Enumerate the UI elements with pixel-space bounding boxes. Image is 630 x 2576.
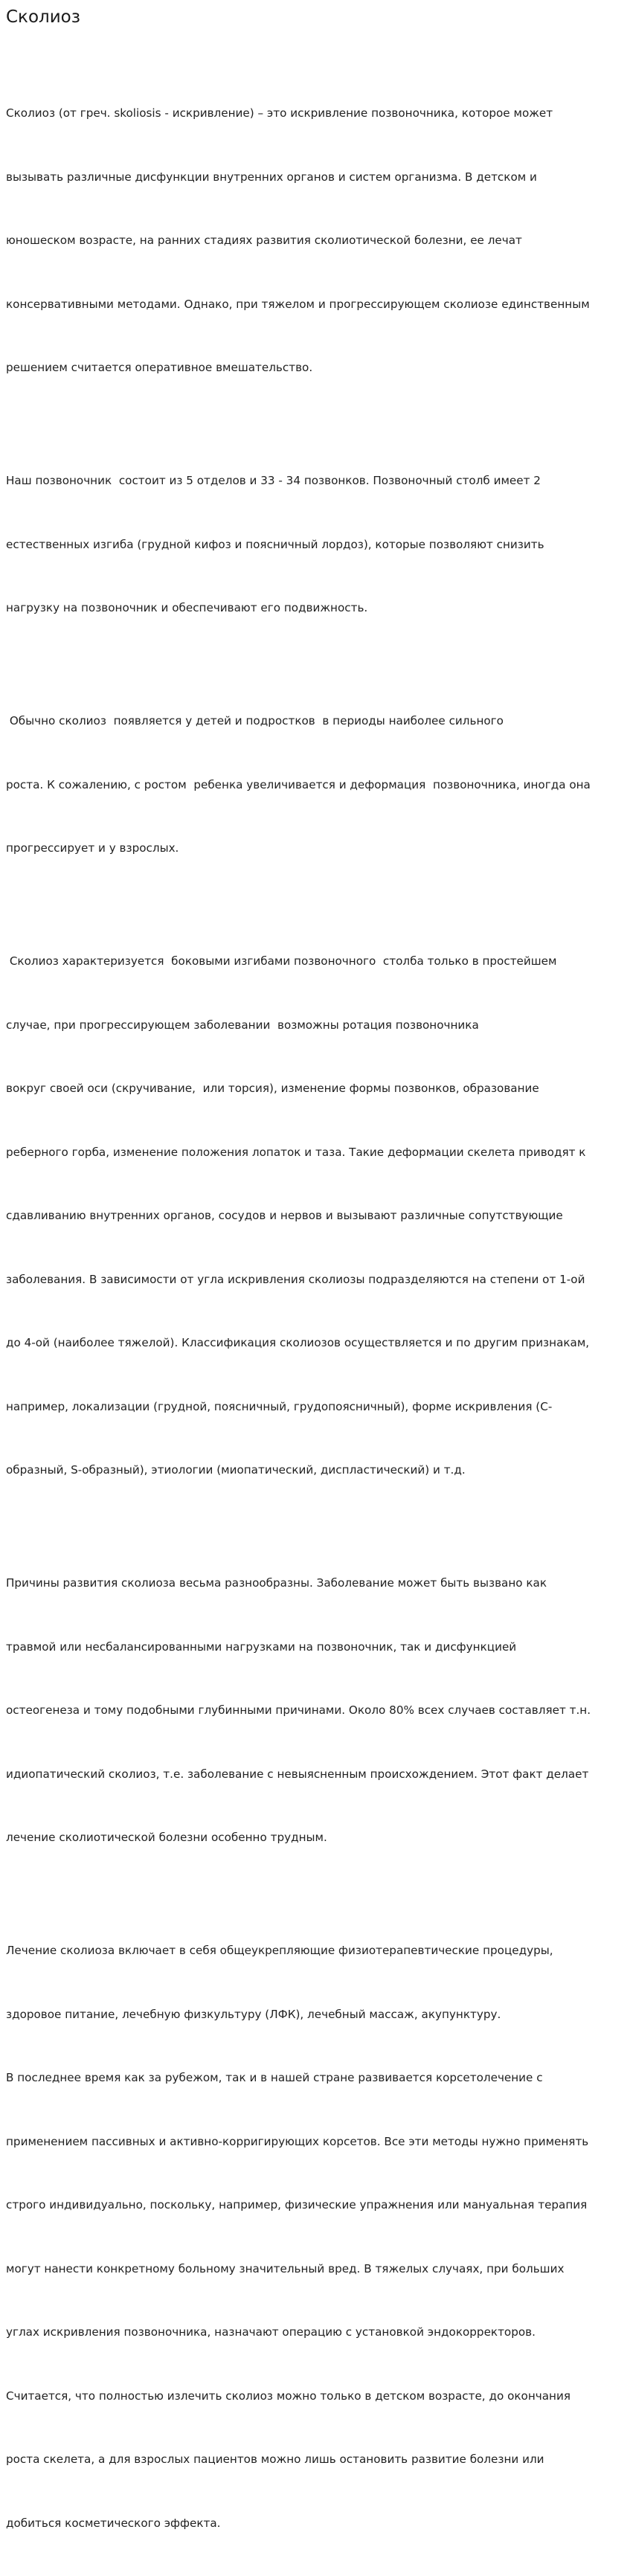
paragraph-line: консервативными методами. Однако, при тяжелом и прогрессирующем сколиозе единственным [6,297,590,311]
paragraph-line: Считается, что полностью излечить сколиоз можно только в детском возрасте, до окончания [6,2389,570,2403]
paragraph-line: могут нанести конкретному больному значительный вред. В тяжелых случаях, при больших [6,2261,565,2275]
paragraph-line: роста скелета, а для взрослых пациентов можно лишь остановить развитие болезни или [6,2453,544,2466]
paragraph-line: здоровое питание, лечебную физкультуру (ЛФК), лечебный массаж, акупунктуру. [6,2007,501,2021]
paragraph-line: заболевания. В зависимости от угла искривления сколиозы подразделяются на степени от 1-ой [6,1272,585,1286]
paragraph-line: остеогенеза и тому подобными глубинными причинами. Около 80% всех случаев составляет т.н. [6,1703,591,1717]
page-title: Сколиоз [6,7,80,27]
paragraph-line: строго индивидуально, поскольку, например, физические упражнения или мануальная терапия [6,2198,588,2212]
paragraph-line: Обычно сколиоз появляется у детей и подростков в периоды наиболее сильного [6,714,504,727]
paragraph-2 [6,428,625,661]
paragraph-line: Наш позвоночник состоит из 5 отделов и 33 - 34 позвонков. Позвоночный столб имеет 2 [6,474,541,487]
paragraph-line: например, локализации (грудной, поясничный, грудопоясничный), форме искривления (С- [6,1399,553,1413]
paragraph-line: нагрузку на позвоночник и обеспечивают его подвижность. [6,601,368,614]
paragraph-line: случае, при прогрессирующем заболевании возможны ротация позвоночника [6,1018,479,1032]
paragraph-line: образный, S-образный), этиологии (миопатический, диспластический) и т.д. [6,1463,466,1477]
paragraph-4 [6,908,625,1523]
paragraph-3 [6,668,625,902]
article-body [6,60,625,2576]
paragraph-line: Причины развития сколиоза весьма разнообразны. Заболевание может быть вызвано как [6,1576,547,1590]
paragraph-line: добиться косметического эффекта. [6,2516,221,2530]
paragraph-line: идиопатический сколиоз, т.е. заболевание с невыясненным происхождением. Этот факт делает [6,1767,589,1781]
paragraph-line: вокруг своей оси (скручивание, или торсия), изменение формы позвонков, образование [6,1082,539,1095]
paragraph-line: прогрессирует и у взрослых. [6,841,179,855]
paragraph-line: решением считается оперативное вмешательство. [6,361,313,374]
paragraph-line: роста. К сожалению, с ростом ребенка увеличивается и деформация позвоночника, иногда она [6,777,591,791]
paragraph-line: В последнее время как за рубежом, так и в нашей стране развивается корсетолечение с [6,2071,543,2084]
paragraph-line: травмой или несбалансированными нагрузками на позвоночник, так и дисфункцией [6,1639,517,1654]
paragraph-5 [6,1530,625,1891]
paragraph-line: Лечение сколиоза включает в себя общеукрепляющие физиотерапевтические процедуры, [6,1944,553,1957]
paragraph-line: сдавливанию внутренних органов, сосудов и нервов и вызывают различные сопутствующие [6,1209,563,1222]
paragraph-line: юношеском возрасте, на ранних стадиях развития сколиотической болезни, ее лечат [6,234,522,247]
paragraph-line: естественных изгиба (грудной кифоз и поясничный лордоз), которые позволяют снизить [6,537,544,551]
paragraph-line: Сколиоз характеризуется боковыми изгибами позвоночного столба только в простейшем [6,954,557,968]
paragraph-1 [6,60,625,421]
paragraph-6 [6,1898,625,2576]
paragraph-line: углах искривления позвоночника, назначают операцию с установкой эндокорректоров. [6,2325,536,2339]
paragraph-line: Сколиоз (от греч. skoliosis - искривление) – это искривление позвоночника, которое может [6,106,553,120]
paragraph-line: применением пассивных и активно-корригирующих корсетов. Все эти методы нужно применять [6,2134,589,2148]
paragraph-line: до 4-ой (наиболее тяжелой). Классификация сколиозов осуществляется и по другим признакам, [6,1336,590,1349]
paragraph-line: лечение сколиотической болезни особенно трудным. [6,1831,327,1844]
paragraph-line: реберного горба, изменение положения лопаток и таза. Такие деформации скелета приводят к [6,1145,586,1159]
paragraph-line: вызывать различные дисфункции внутренних органов и систем организма. В детском и [6,170,537,184]
